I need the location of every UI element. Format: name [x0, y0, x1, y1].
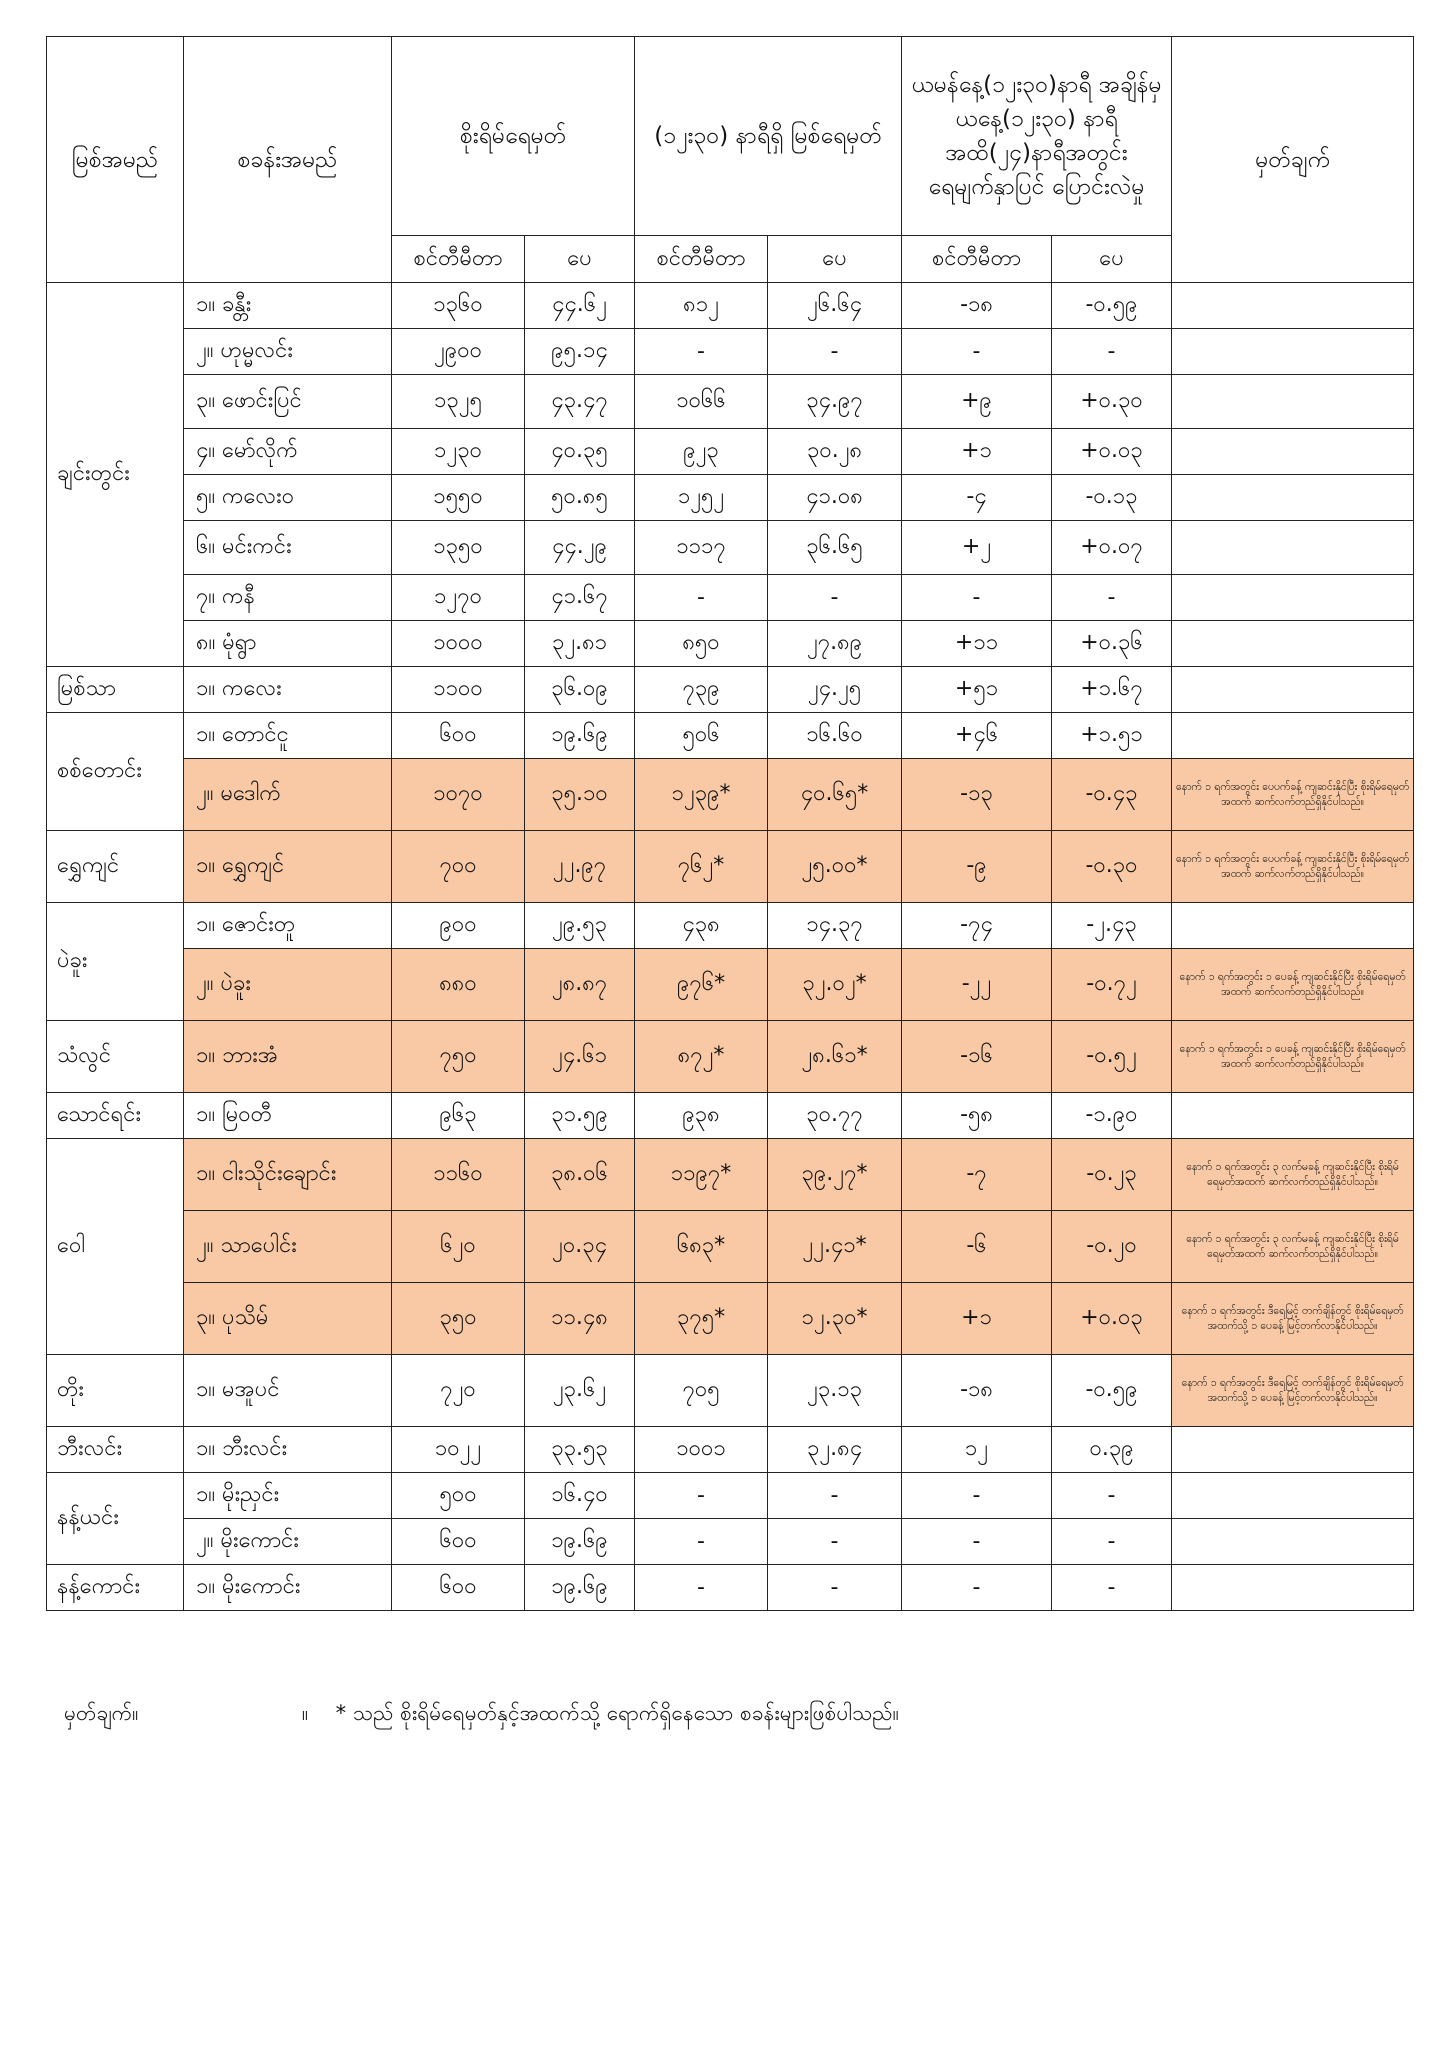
change-ft-cell: +၁.၆၇ [1052, 667, 1172, 713]
level-cm-cell: ၆၈၃* [635, 1211, 768, 1283]
danger-ft-cell: ၄၀.၃၅ [525, 429, 635, 475]
river-name-cell: နန့်ကောင်း [47, 1565, 184, 1611]
change-ft-cell: -၁.၉၀ [1052, 1093, 1172, 1139]
remark-cell [1172, 713, 1414, 759]
change-cm-cell: - [902, 575, 1052, 621]
river-name-cell: ရွှေကျင် [47, 831, 184, 903]
danger-cm-cell: ၁၃၂၅ [392, 375, 525, 429]
remark-cell [1172, 283, 1414, 329]
table-row [47, 759, 1414, 831]
remark-cell: နောက် ၁ ရက်အတွင်း ဒီရေမြင့် တက်ချိန်တွင် စိုးရိမ်ရေမှတ်အထက်သို့ ၁ ပေခန့် မြင့်တက်လာနိုင်ပါသည်။ [1172, 1355, 1414, 1427]
level-cm-cell: ၇၀၅ [635, 1355, 768, 1427]
remark-cell [1172, 575, 1414, 621]
danger-ft-cell: ၁၉.၆၉ [525, 1519, 635, 1565]
change-cm-cell: -၁၆ [902, 1021, 1052, 1093]
danger-ft-cell: ၃၂.၈၁ [525, 621, 635, 667]
danger-cm-cell: ၆၀၀ [392, 1565, 525, 1611]
danger-cm-cell: ၁၀၂၂ [392, 1427, 525, 1473]
change-cm-cell: -၉ [902, 831, 1052, 903]
change-ft-cell: -၀.၂၃ [1052, 1139, 1172, 1211]
danger-cm-cell: ၆၂၀ [392, 1211, 525, 1283]
river-name-cell: သောင်ရင်း [47, 1093, 184, 1139]
change-ft-cell: -၀.၅၉ [1052, 1355, 1172, 1427]
danger-ft-cell: ၂၄.၆၁ [525, 1021, 635, 1093]
level-ft-cell: ၁၆.၆၀ [768, 713, 902, 759]
change-cm-cell: -၁၈ [902, 283, 1052, 329]
danger-cm-cell: ၁၃၅၀ [392, 521, 525, 575]
station-name-cell: ၄။ မော်လိုက် [184, 429, 392, 475]
level-cm-cell: ၁၀၀၁ [635, 1427, 768, 1473]
change-cm-cell: +၄၆ [902, 713, 1052, 759]
level-cm-cell: ၁၁၉၇* [635, 1139, 768, 1211]
river-name-cell: ဘီးလင်း [47, 1427, 184, 1473]
level-ft-cell: ၂၆.၆၄ [768, 283, 902, 329]
station-name-cell: ၃။ ဖောင်းပြင် [184, 375, 392, 429]
level-cm-cell: - [635, 1565, 768, 1611]
change-ft-cell: -၀.၅၉ [1052, 283, 1172, 329]
level-ft-cell: ၂၄.၂၅ [768, 667, 902, 713]
level-ft-cell: ၂၅.၀၀* [768, 831, 902, 903]
river-name-cell: တိုး [47, 1355, 184, 1427]
danger-ft-cell: ၄၄.၆၂ [525, 283, 635, 329]
level-ft-cell: ၄၁.၀၈ [768, 475, 902, 521]
remark-cell [1172, 1519, 1414, 1565]
change-cm-cell: +၁ [902, 429, 1052, 475]
subheader-level-ft: ပေ [768, 236, 902, 283]
subheader-change-cm: စင်တီမီတာ [902, 236, 1052, 283]
danger-ft-cell: ၃၃.၅၃ [525, 1427, 635, 1473]
danger-cm-cell: ၁၁၀၀ [392, 667, 525, 713]
change-ft-cell: +၀.၃၀ [1052, 375, 1172, 429]
danger-cm-cell: ၇၀၀ [392, 831, 525, 903]
change-cm-cell: -၂၂ [902, 949, 1052, 1021]
level-ft-cell: ၂၃.၁၃ [768, 1355, 902, 1427]
level-ft-cell: - [768, 329, 902, 375]
change-cm-cell: - [902, 1519, 1052, 1565]
change-cm-cell: ၁၂ [902, 1427, 1052, 1473]
table-row [47, 475, 1414, 521]
footnote-mark: ။ [301, 1701, 309, 1725]
danger-cm-cell: ၁၃၆၀ [392, 283, 525, 329]
table-row [47, 1355, 1414, 1427]
danger-ft-cell: ၃၆.၀၉ [525, 667, 635, 713]
level-cm-cell: ၁၀၆၆ [635, 375, 768, 429]
danger-cm-cell: ၅၀၀ [392, 1473, 525, 1519]
table-row [47, 1473, 1414, 1519]
station-name-cell: ၁။ မိုးကောင်း [184, 1565, 392, 1611]
change-ft-cell: -၂.၄၃ [1052, 903, 1172, 949]
table-body [47, 283, 1414, 1611]
level-ft-cell: ၃၄.၉၇ [768, 375, 902, 429]
remark-cell: နောက် ၁ ရက်အတွင်း ၁ ပေခန့် ကျဆင်းနိုင်ပြီး စိုးရိမ်ရေမှတ်အထက် ဆက်လက်တည်ရှိနိုင်ပါသည်။ [1172, 1021, 1414, 1093]
level-cm-cell: ၉၇၆* [635, 949, 768, 1021]
danger-ft-cell: ၁၉.၆၉ [525, 713, 635, 759]
station-name-cell: ၁။ ဘီးလင်း [184, 1427, 392, 1473]
danger-cm-cell: ၉၀၀ [392, 903, 525, 949]
level-cm-cell: ၈၅၀ [635, 621, 768, 667]
remark-cell [1172, 903, 1414, 949]
footnote-text: * သည် စိုးရိမ်ရေမှတ်နှင့်အထက်သို့ ရောက်ရှိနေသော စခန်းများဖြစ်ပါသည်။ [335, 1701, 899, 1725]
level-cm-cell: ၅၀၆ [635, 713, 768, 759]
table-row [47, 1283, 1414, 1355]
header-river-level: (၁၂း၃၀) နာရီရှိ မြစ်ရေမှတ် [635, 37, 902, 236]
change-ft-cell: +၀.၀၇ [1052, 521, 1172, 575]
table-row [47, 521, 1414, 575]
remark-cell [1172, 1473, 1414, 1519]
table-row [47, 1427, 1414, 1473]
station-name-cell: ၂။ ပဲခူး [184, 949, 392, 1021]
table-row [47, 429, 1414, 475]
remark-cell [1172, 429, 1414, 475]
danger-ft-cell: ၂၀.၃၄ [525, 1211, 635, 1283]
change-cm-cell: +၂ [902, 521, 1052, 575]
danger-ft-cell: ၄၃.၄၇ [525, 375, 635, 429]
table-row [47, 1093, 1414, 1139]
danger-ft-cell: ၉၅.၁၄ [525, 329, 635, 375]
remark-cell [1172, 621, 1414, 667]
table-row [47, 621, 1414, 667]
level-ft-cell: ၄၀.၆၅* [768, 759, 902, 831]
level-ft-cell: ၂၂.၄၁* [768, 1211, 902, 1283]
change-ft-cell: -၀.၁၃ [1052, 475, 1172, 521]
danger-cm-cell: ၁၅၅၀ [392, 475, 525, 521]
level-cm-cell: ၇၃၉ [635, 667, 768, 713]
change-ft-cell: ၀.၃၉ [1052, 1427, 1172, 1473]
remark-cell [1172, 667, 1414, 713]
remark-cell: နောက် ၁ ရက်အတွင်း ပေပက်ခန့် ကျဆင်းနိုင်ပြီး စိုးရိမ်ရေမှတ်အထက် ဆက်လက်တည်ရှိနိုင်ပါသည်။ [1172, 759, 1414, 831]
level-ft-cell: ၃၀.၂၈ [768, 429, 902, 475]
table-row [47, 283, 1414, 329]
level-cm-cell: ၉၂၃ [635, 429, 768, 475]
danger-cm-cell: ၁၀၇၀ [392, 759, 525, 831]
station-name-cell: ၁။ တောင်ငူ [184, 713, 392, 759]
change-cm-cell: -၄ [902, 475, 1052, 521]
change-ft-cell: -၀.၂၀ [1052, 1211, 1172, 1283]
station-name-cell: ၂။ မဒေါက် [184, 759, 392, 831]
river-name-cell: ချင်းတွင်း [47, 283, 184, 667]
change-ft-cell: +၀.၀၃ [1052, 1283, 1172, 1355]
danger-ft-cell: ၄၁.၆၇ [525, 575, 635, 621]
change-ft-cell: +၀.၃၆ [1052, 621, 1172, 667]
table-row [47, 831, 1414, 903]
subheader-change-ft: ပေ [1052, 236, 1172, 283]
danger-ft-cell: ၄၄.၂၉ [525, 521, 635, 575]
danger-cm-cell: ၁၀၀၀ [392, 621, 525, 667]
level-ft-cell: - [768, 1519, 902, 1565]
remark-cell [1172, 1565, 1414, 1611]
change-cm-cell: +၉ [902, 375, 1052, 429]
danger-cm-cell: ၁၂၃၀ [392, 429, 525, 475]
river-name-cell: ပဲခူး [47, 903, 184, 1021]
level-ft-cell: ၁၂.၃၀* [768, 1283, 902, 1355]
subheader-level-cm: စင်တီမီတာ [635, 236, 768, 283]
danger-ft-cell: ၁၆.၄၀ [525, 1473, 635, 1519]
change-ft-cell: -၀.၃၀ [1052, 831, 1172, 903]
change-ft-cell: -၀.၄၃ [1052, 759, 1172, 831]
header-24h-change: ယမန်နေ့(၁၂း၃၀)နာရီ အချိန်မှ ယနေ့(၁၂း၃၀) နာရီအထိ(၂၄)နာရီအတွင်း ရေမျက်နှာပြင် ပြောင်းလဲမှု [902, 37, 1172, 236]
level-cm-cell: ၈၇၂* [635, 1021, 768, 1093]
river-name-cell: သံလွင် [47, 1021, 184, 1093]
change-cm-cell: -၅၈ [902, 1093, 1052, 1139]
danger-ft-cell: ၂၈.၈၇ [525, 949, 635, 1021]
change-ft-cell: -၀.၅၂ [1052, 1021, 1172, 1093]
danger-cm-cell: ၁၁၆၀ [392, 1139, 525, 1211]
table-row [47, 329, 1414, 375]
station-name-cell: ၁။ မြဝတီ [184, 1093, 392, 1139]
change-cm-cell: -၁၃ [902, 759, 1052, 831]
level-cm-cell: ၄၃၈ [635, 903, 768, 949]
river-name-cell: နန့်ယင်း [47, 1473, 184, 1565]
subheader-danger-cm: စင်တီမီတာ [392, 236, 525, 283]
station-name-cell: ၂။ မိုးကောင်း [184, 1519, 392, 1565]
danger-ft-cell: ၃၈.၀၆ [525, 1139, 635, 1211]
station-name-cell: ၁။ မအူပင် [184, 1355, 392, 1427]
change-ft-cell: - [1052, 575, 1172, 621]
change-ft-cell: +၀.၀၃ [1052, 429, 1172, 475]
danger-cm-cell: ၃၅၀ [392, 1283, 525, 1355]
table-row [47, 1139, 1414, 1211]
change-ft-cell: - [1052, 1473, 1172, 1519]
flood-level-table [46, 36, 1414, 1611]
station-name-cell: ၂။ သာပေါင်း [184, 1211, 392, 1283]
table-row [47, 949, 1414, 1021]
station-name-cell: ၁။ ကလေး [184, 667, 392, 713]
header-river: မြစ်အမည် [47, 37, 184, 283]
level-ft-cell: ၃၀.၇၇ [768, 1093, 902, 1139]
change-cm-cell: - [902, 329, 1052, 375]
change-cm-cell: -၆ [902, 1211, 1052, 1283]
remark-cell: နောက် ၁ ရက်အတွင်း ပေပက်ခန့် ကျဆင်းနိုင်ပြီး စိုးရိမ်ရေမှတ်အထက် ဆက်လက်တည်ရှိနိုင်ပါသည်။ [1172, 831, 1414, 903]
level-ft-cell: - [768, 575, 902, 621]
level-cm-cell: - [635, 1473, 768, 1519]
table-row [47, 1211, 1414, 1283]
level-cm-cell: - [635, 1519, 768, 1565]
remark-cell [1172, 1427, 1414, 1473]
station-name-cell: ၁။ ဘားအံ [184, 1021, 392, 1093]
table-row [47, 1021, 1414, 1093]
change-ft-cell: - [1052, 329, 1172, 375]
danger-ft-cell: ၂၉.၅၃ [525, 903, 635, 949]
danger-cm-cell: ၇၅၀ [392, 1021, 525, 1093]
level-ft-cell: - [768, 1565, 902, 1611]
level-cm-cell: - [635, 329, 768, 375]
station-name-cell: ၅။ ကလေးဝ [184, 475, 392, 521]
level-cm-cell: ၉၃၈ [635, 1093, 768, 1139]
table-row [47, 1565, 1414, 1611]
table-row [47, 375, 1414, 429]
table-row [47, 667, 1414, 713]
change-cm-cell: -၁၈ [902, 1355, 1052, 1427]
level-cm-cell: ၃၇၅* [635, 1283, 768, 1355]
station-name-cell: ၁။ ဇောင်းတူ [184, 903, 392, 949]
remark-cell [1172, 475, 1414, 521]
level-ft-cell: ၃၂.၈၄ [768, 1427, 902, 1473]
station-name-cell: ၁။ ရွှေကျင် [184, 831, 392, 903]
change-cm-cell: - [902, 1473, 1052, 1519]
danger-ft-cell: ၅၀.၈၅ [525, 475, 635, 521]
river-name-cell: မြစ်သာ [47, 667, 184, 713]
river-name-cell: ဝေါ [47, 1139, 184, 1355]
danger-ft-cell: ၂၃.၆၂ [525, 1355, 635, 1427]
change-cm-cell: +၁ [902, 1283, 1052, 1355]
station-name-cell: ၈။ မုံရွာ [184, 621, 392, 667]
danger-cm-cell: ၆၀၀ [392, 1519, 525, 1565]
danger-cm-cell: ၂၉၀၀ [392, 329, 525, 375]
table-row [47, 575, 1414, 621]
station-name-cell: ၂။ ဟုမ္မလင်း [184, 329, 392, 375]
header-danger-level: စိုးရိမ်ရေမှတ် [392, 37, 635, 236]
danger-ft-cell: ၃၁.၅၉ [525, 1093, 635, 1139]
level-ft-cell: ၁၄.၃၇ [768, 903, 902, 949]
change-cm-cell: -၇၄ [902, 903, 1052, 949]
change-cm-cell: - [902, 1565, 1052, 1611]
footnote-label: မှတ်ချက်။ [64, 1701, 139, 1725]
change-ft-cell: - [1052, 1565, 1172, 1611]
level-ft-cell: ၂၇.၈၉ [768, 621, 902, 667]
level-cm-cell: - [635, 575, 768, 621]
table-row [47, 903, 1414, 949]
danger-ft-cell: ၁၉.၆၉ [525, 1565, 635, 1611]
level-cm-cell: ၁၁၁၇ [635, 521, 768, 575]
remark-cell [1172, 329, 1414, 375]
remark-cell: နောက် ၁ ရက်အတွင်း ဒီရေမြင့် တက်ချိန်တွင် စိုးရိမ်ရေမှတ်အထက်သို့ ၁ ပေခန့် မြင့်တက်လာနိုင်ပါသည်။ [1172, 1283, 1414, 1355]
level-cm-cell: ၈၁၂ [635, 283, 768, 329]
change-ft-cell: -၀.၇၂ [1052, 949, 1172, 1021]
level-cm-cell: ၇၆၂* [635, 831, 768, 903]
level-ft-cell: ၃၆.၆၅ [768, 521, 902, 575]
subheader-danger-ft: ပေ [525, 236, 635, 283]
change-ft-cell: +၁.၅၁ [1052, 713, 1172, 759]
level-cm-cell: ၁၂၃၉* [635, 759, 768, 831]
danger-ft-cell: ၂၂.၉၇ [525, 831, 635, 903]
level-ft-cell: ၃၉.၂၇* [768, 1139, 902, 1211]
remark-cell: နောက် ၁ ရက်အတွင်း ၁ ပေခန့် ကျဆင်းနိုင်ပြီး စိုးရိမ်ရေမှတ်အထက် ဆက်လက်တည်ရှိနိုင်ပါသည်။ [1172, 949, 1414, 1021]
danger-cm-cell: ၆၀၀ [392, 713, 525, 759]
station-name-cell: ၁။ မိုးညှင်း [184, 1473, 392, 1519]
level-ft-cell: - [768, 1473, 902, 1519]
station-name-cell: ၇။ ကနီ [184, 575, 392, 621]
table-row [47, 1519, 1414, 1565]
remark-cell [1172, 521, 1414, 575]
remark-cell: နောက် ၁ ရက်အတွင်း ၃ လက်မခန့် ကျဆင်းနိုင်ပြီး စိုးရိမ်ရေမှတ်အထက် ဆက်လက်တည်ရှိနိုင်ပါသည်။ [1172, 1211, 1414, 1283]
change-ft-cell: - [1052, 1519, 1172, 1565]
station-name-cell: ၁။ ခန္တီး [184, 283, 392, 329]
header-station: စခန်းအမည် [184, 37, 392, 283]
station-name-cell: ၁။ ငါးသိုင်းချောင်း [184, 1139, 392, 1211]
danger-ft-cell: ၁၁.၄၈ [525, 1283, 635, 1355]
header-remark: မှတ်ချက် [1172, 37, 1414, 283]
remark-cell: နောက် ၁ ရက်အတွင်း ၃ လက်မခန့် ကျဆင်းနိုင်ပြီး စိုးရိမ်ရေမှတ်အထက် ဆက်လက်တည်ရှိနိုင်ပါသည်။ [1172, 1139, 1414, 1211]
danger-cm-cell: ၈၈၀ [392, 949, 525, 1021]
danger-cm-cell: ၇၂၀ [392, 1355, 525, 1427]
remark-cell [1172, 1093, 1414, 1139]
change-cm-cell: -၇ [902, 1139, 1052, 1211]
river-name-cell: စစ်တောင်း [47, 713, 184, 831]
level-ft-cell: ၂၈.၆၁* [768, 1021, 902, 1093]
danger-cm-cell: ၉၆၃ [392, 1093, 525, 1139]
level-cm-cell: ၁၂၅၂ [635, 475, 768, 521]
level-ft-cell: ၃၂.၀၂* [768, 949, 902, 1021]
change-cm-cell: +၁၁ [902, 621, 1052, 667]
table-row [47, 713, 1414, 759]
danger-ft-cell: ၃၅.၁၀ [525, 759, 635, 831]
change-cm-cell: +၅၁ [902, 667, 1052, 713]
footnote [64, 1700, 899, 1731]
danger-cm-cell: ၁၂၇၀ [392, 575, 525, 621]
station-name-cell: ၃။ ပုသိမ် [184, 1283, 392, 1355]
remark-cell [1172, 375, 1414, 429]
station-name-cell: ၆။ မင်းကင်း [184, 521, 392, 575]
